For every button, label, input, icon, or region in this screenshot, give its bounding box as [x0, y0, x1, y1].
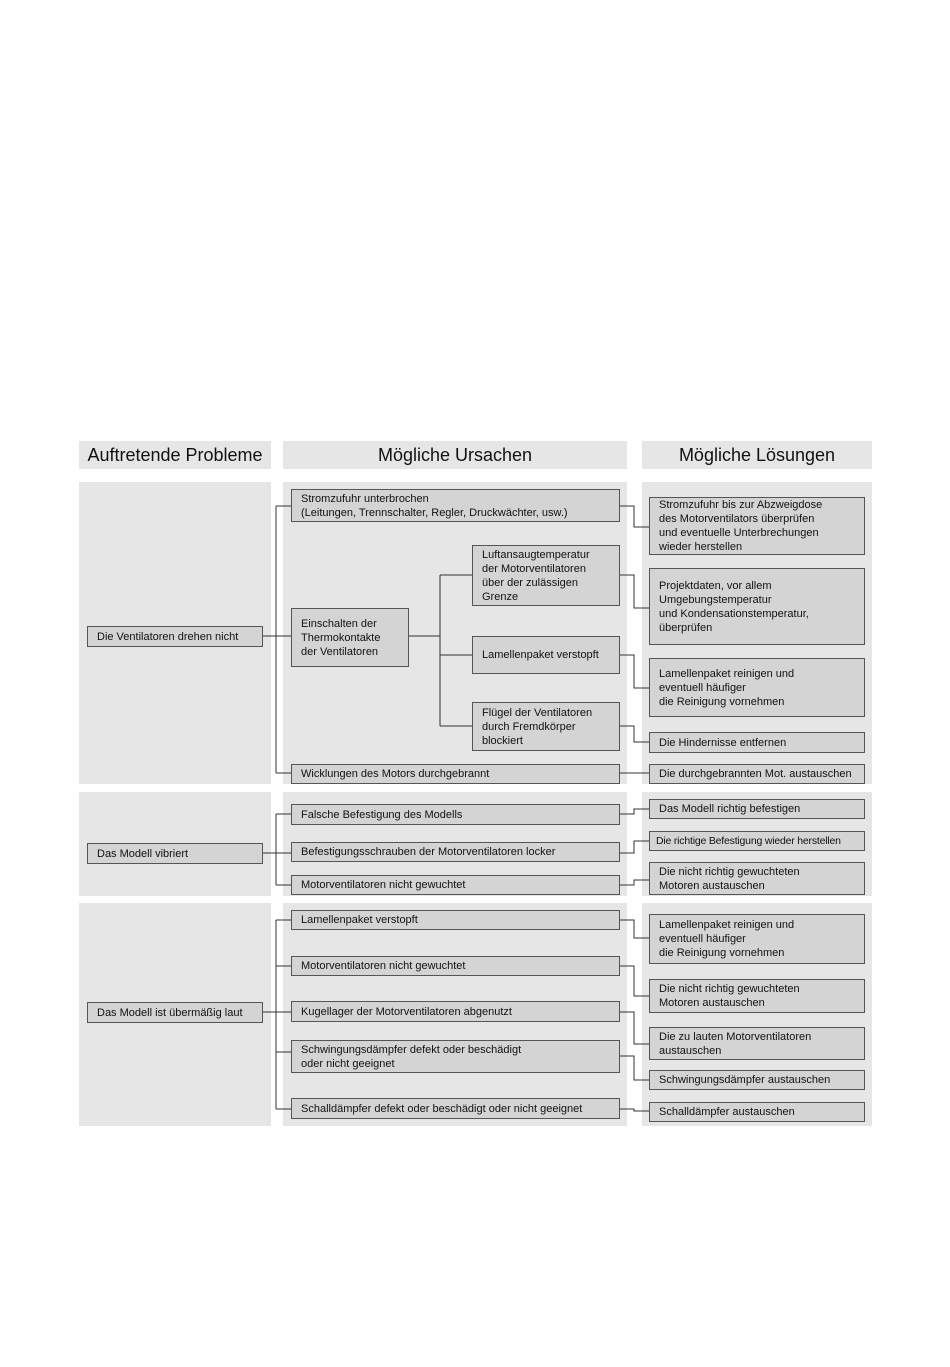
- cause-intake-temperature: Luftansaugtemperatur der Motorventilatoren über der zulässigen Grenze: [472, 545, 620, 606]
- cause-unbalanced-2: Motorventilatoren nicht gewuchtet: [291, 956, 620, 976]
- header-solutions: Mögliche Lösungen: [642, 441, 872, 469]
- solution-remove-obstacles: Die Hindernisse entfernen: [649, 732, 865, 753]
- solution-replace-burnt-motors: Die durchgebrannten Mot. austauschen: [649, 764, 865, 784]
- cause-thermal-contacts: Einschalten der Thermokontakte der Ventilatoren: [291, 608, 409, 667]
- solution-replace-dampers: Schwingungsdämpfer austauschen: [649, 1070, 865, 1090]
- problem-fans-not-turning: Die Ventilatoren drehen nicht: [87, 626, 263, 647]
- solution-replace-silencer: Schalldämpfer austauschen: [649, 1102, 865, 1122]
- cause-power-interrupted: Stromzufuhr unterbrochen (Leitungen, Trennschalter, Regler, Druckwächter, usw.): [291, 489, 620, 522]
- cause-blades-blocked: Flügel der Ventilatoren durch Fremdkörper blockiert: [472, 702, 620, 751]
- header-problems: Auftretende Probleme: [79, 441, 271, 469]
- solution-clean-fins-2: Lamellenpaket reinigen und eventuell häufiger die Reinigung vornehmen: [649, 914, 865, 964]
- solution-check-power: Stromzufuhr bis zur Abzweigdose des Motorventilators überprüfen und eventuelle Unterbrechungen wieder herstellen: [649, 497, 865, 555]
- header-causes: Mögliche Ursachen: [283, 441, 627, 469]
- cause-windings-burnt: Wicklungen des Motors durchgebrannt: [291, 764, 620, 784]
- cause-unbalanced-1: Motorventilatoren nicht gewuchtet: [291, 875, 620, 895]
- solution-replace-unbalanced-1: Die nicht richtig gewuchteten Motoren austauschen: [649, 862, 865, 895]
- solution-restore-mounting: Die richtige Befestigung wieder herstellen: [649, 831, 865, 851]
- problem-noise: Das Modell ist übermäßig laut: [87, 1002, 263, 1023]
- cause-fins-clogged-2: Lamellenpaket verstopft: [291, 910, 620, 930]
- solution-clean-fins-1: Lamellenpaket reinigen und eventuell häufiger die Reinigung vornehmen: [649, 658, 865, 717]
- solution-replace-unbalanced-2: Die nicht richtig gewuchteten Motoren austauschen: [649, 979, 865, 1013]
- cause-fins-clogged-1: Lamellenpaket verstopft: [472, 636, 620, 674]
- cause-dampers-defective: Schwingungsdämpfer defekt oder beschädigt oder nicht geeignet: [291, 1040, 620, 1073]
- cause-wrong-mounting: Falsche Befestigung des Modells: [291, 804, 620, 825]
- cause-silencer-defective: Schalldämpfer defekt oder beschädigt oder nicht geeignet: [291, 1098, 620, 1119]
- cause-bearings-worn: Kugellager der Motorventilatoren abgenutzt: [291, 1001, 620, 1022]
- solution-replace-noisy-motors: Die zu lauten Motorventilatoren austauschen: [649, 1027, 865, 1060]
- solution-check-project-data: Projektdaten, vor allem Umgebungstemperatur und Kondensationstemperatur, überprüfen: [649, 568, 865, 645]
- problem-vibration: Das Modell vibriert: [87, 843, 263, 864]
- solution-mount-correctly: Das Modell richtig befestigen: [649, 799, 865, 819]
- cause-loose-screws: Befestigungsschrauben der Motorventilatoren locker: [291, 842, 620, 862]
